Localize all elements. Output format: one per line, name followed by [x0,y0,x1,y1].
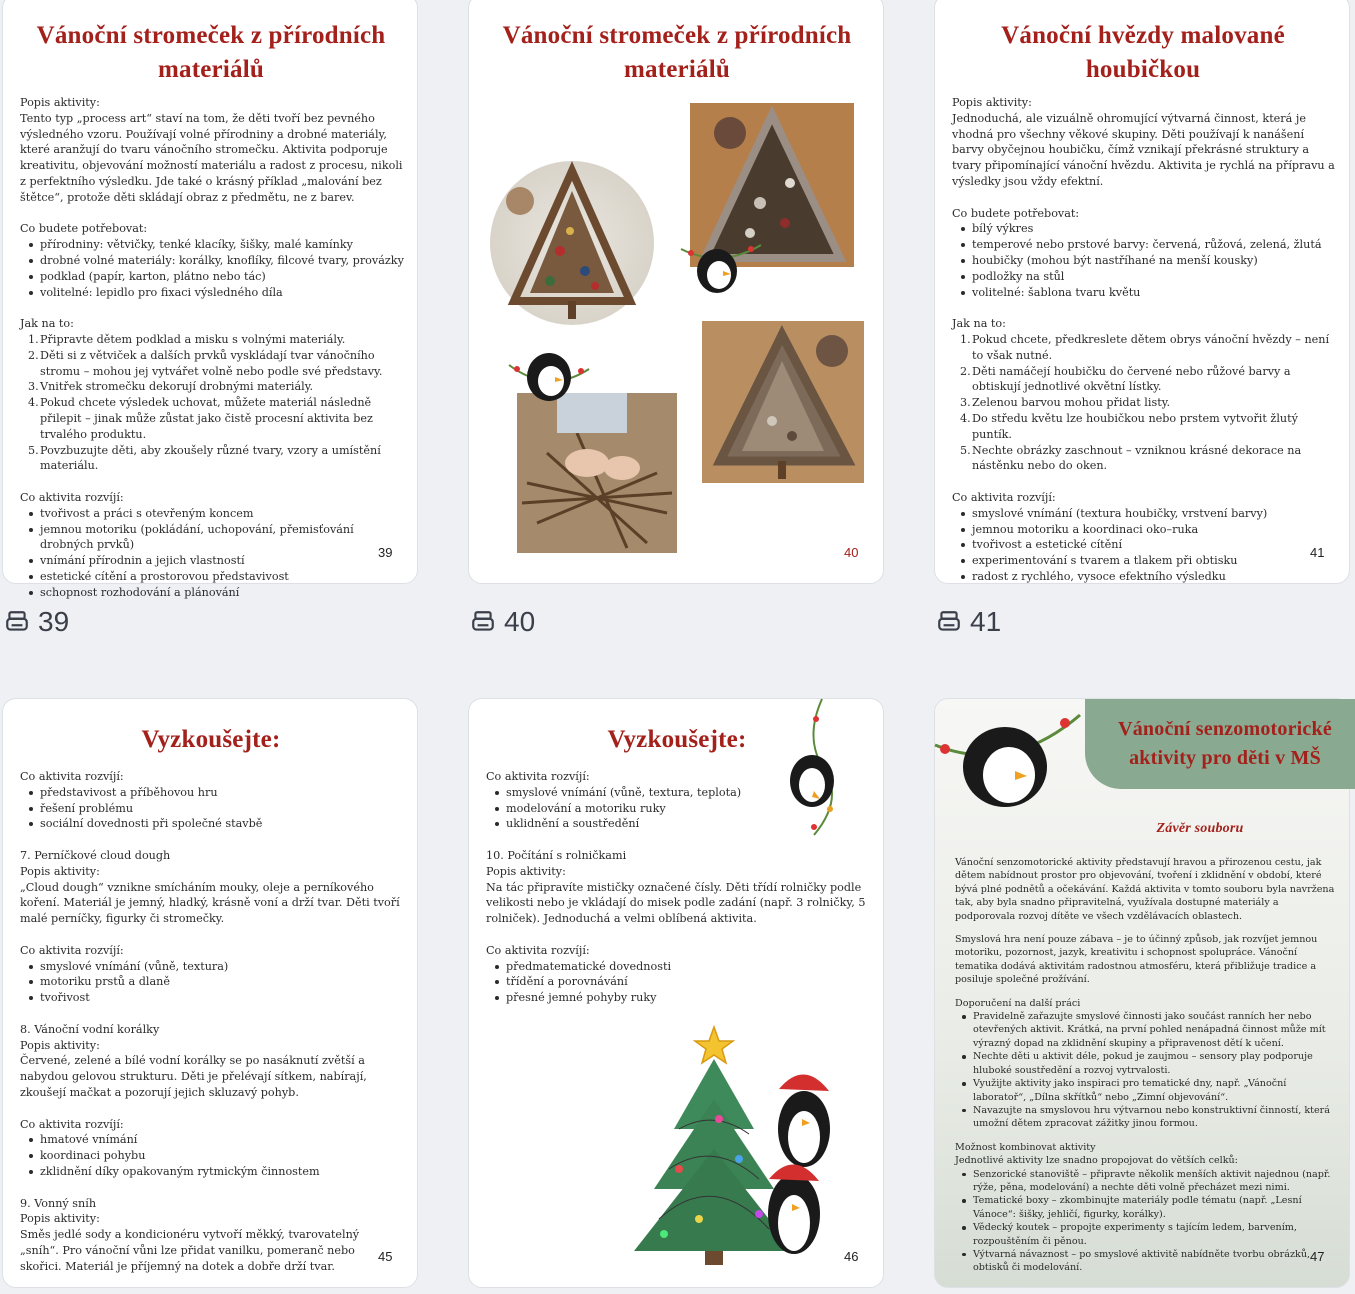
list-item: volitelné: lepidlo pro fixaci výsledného díla [20,285,404,301]
list-item: tvořivost a práci s otevřeným koncem [20,506,404,522]
list-item: 4. Pokud chcete výsledek uchovat, můžete materiál následně přilepit – jinak může zůstat jako čistě procesní aktivita bez trvalého produktu. [28,396,373,441]
list-item: 3. Vnitřek stromečku dekorují drobnými materiály. [28,380,314,394]
list-item: Tematické boxy – zkombinujte materiály podle tématu (např. „Lesní Vánoce“: šišky, jehličí, figurky, korálky). [955,1194,1337,1221]
print-page-39-button[interactable] [4,607,69,637]
penguin-icon [681,235,761,301]
print-page-41-button[interactable] [936,607,1001,637]
print-page-40-button[interactable] [470,607,535,637]
list-item: drobné volné materiály: korálky, knoflíky, filcové tvary, provázky [20,253,404,269]
list-item: 5. Nechte obrázky zaschnout – vzniknou krásné dekorace na nástěnku nebo do oken. [960,443,1302,473]
christmas-tree-illustration [619,1019,869,1267]
list-item: hmatové vnímání [20,1132,404,1148]
list-item: přesné jemné pohyby ruky [486,990,870,1006]
list-item: 5. Povzbuzujte děti, aby zkoušely různé tvary, vzory a umístění materiálu. [28,443,381,473]
list-item: tvořivost a estetické cítění [952,537,1336,553]
list-item: Vědecký koutek – propojte experimenty s tajícím ledem, barvením, rozpouštěním či pěnou. [955,1221,1337,1248]
pager-label: 41 [970,606,1002,637]
list-item: Nechte děti u aktivit déle, pokud je zaujmou – sensory play podporuje hluboké soustředění a rozvoj vytrvalosti. [955,1050,1337,1077]
page-body: Popis aktivity: Tento typ „process art“ staví na tom, že děti tvoří bez pevného výsledného vzoru. Používají volné přírodniny a drobné materiály, které aranžují do tvaru vánočního stromečku. Aktivita podporuje kreativitu, objevování možností materiálu a radost z procesu, nikoli z perfektního výsledku. Jde také o krásný příklad „malování bez štětce“, protože děti skládají obraz z předmětu, ne z barev. Co budete potřebovat: přírodniny: větvičky, tenké klacíky, šišky, malé kamínky drobné volné materiály: korálky, knoflíky, filcové tvary, provázky podklad (papír, karton, plátno nebo tác) volitelné: lepidlo pro fixaci výsledného díla Jak na to: 1. Připravte dětem podklad a misku s volnými materiály. 2. Děti si z větviček a dalších prvků vyskládají tvar vánočního stromu – mohou jej vytvářet volně nebo podle své představy. 3. Vnitřek stromečku dekorují drobnými materiály. 4. Pokud chcete výsledek uchovat, můžete materiál následně přilepit – jinak může zůstat jako čistě procesní aktivita bez trvalého produktu. 5. Povzbuzujte děti, aby zkoušely různé tvary, vzory a umístění materiálu. Co aktivita rozvíjí: tvořivost a práci s otevřeným koncem jemnou motoriku (pokládání, uchopování, přemisťování drobných prvků) vnímání přírodnin a jejich vlastností estetické cítění a prostorovou představivost schopnost rozhodování a plánování [20,96,404,599]
photo-tree-1 [490,161,654,325]
list-item: 1. Pokud chcete, předkreslete dětem obrys vánoční hvězdy – není to však nutné. [960,332,1330,362]
list-item: 3. Zelenou barvou mohou přidat listy. [960,396,1171,410]
list-item: uklidnění a soustředění [486,816,870,832]
list-item: vnímání přírodnin a jejich vlastností [20,553,404,569]
list-item: Senzorické stanoviště – připravte několik menších aktivit najednou (např. rýže, pěna, modelování) a nechte děti volně přecházet mezi nimi. [955,1168,1337,1195]
list-item: Pravidelně zařazujte smyslové činnosti jako součást ranních her nebo otevřených aktivit. Krátká, na první pohled nenápadná činnost může mít výrazný dopad na zklidnění skupiny a připravenost dětí k učení. [955,1010,1337,1050]
list-item: předmatematické dovednosti [486,959,870,975]
page-47[interactable] [934,698,1350,1288]
page-title: Vánoční hvězdy malované houbičkou [1001,22,1285,83]
list-item: 1. Připravte dětem podklad a misku s volnými materiály. [28,332,346,346]
list-item: smyslové vnímání (vůně, textura) [20,959,404,975]
page-body: Vánoční senzomotorické aktivity představují hravou a přirozenou cestu, jak dětem nabídnout prostor pro objevování, tvoření i zklidnění v období, které bývá plné podnětů a očekávání. Každá aktivita v tomto souboru byla navržena tak, aby byla snadno připravitelná, využívala dostupné materiály a podporovala rozvoj dítěte ve všech vzdělávacích oblastech. Smyslová hra není pouze zábava – je to účinný způsob, jak rozvíjet jemnou motoriku, pozornost, jazyk, kreativitu i schopnost spolupráce. Vánoční tematika dodává aktivitám radostnou atmosféru, která přibližuje tradice a posiluje společné prožívání. Doporučení na další práci Pravidelně zařazujte smyslové činnosti jako součást ranních her nebo otevřených aktivit. Krátká, na první pohled nenápadná činnost může mít výrazný dopad na zklidnění skupiny a připravenost dětí k učení. Nechte děti u aktivit déle, pokud je zaujmou – sensory play podporuje hluboké soustředění a rozvoj vytrvalosti. Využijte aktivity jako inspiraci pro tematické dny, např. „Vánoční laboratoř“, „Dílna skřítků“ nebo „Zimní objevování“. Navazujte na smyslovou hru výtvarnou nebo konstruktivní činností, která umožní dětem zpracovat zážitky jinou formou. Možnost kombinovat aktivity Jednotlivé aktivity lze snadno propojovat do větších celků: Senzorické stanoviště – připravte několik menších aktivit najednou (např. rýže, pěna, modelování) a nechte děti volně přecházet mezi nimi. Tematické boxy – zkombinujte materiály podle tématu (např. „Lesní Vánoce“: šišky, jehličí, figurky, korálky). Vědecký koutek – propojte experimenty s tajícím ledem, barvením, rozpouštěním či pěnou. Výtvarná návaznost – po smyslové aktivitě nabídněte tvorbu obrázků, obtisků či modelování. [955,856,1337,1275]
page-number: 39 [378,545,393,560]
list-item: představivost a příběhovou hru [20,785,404,801]
list-item: houbičky (mohou být nastříhané na menší kousky) [952,253,1336,269]
list-item: podklad (papír, karton, plátno nebo tác) [20,269,404,285]
list-item: schopnost rozhodování a plánování [20,585,404,601]
list-item: přírodniny: větvičky, tenké klacíky, šišky, malé kamínky [20,237,404,253]
list-item: tvořivost [20,990,404,1006]
list-item: řešení problému [20,801,404,817]
list-item: temperové nebo prstové barvy: červená, růžová, zelená, žlutá [952,237,1336,253]
list-item: jemnou motoriku a koordinaci oko–ruka [952,522,1336,538]
list-item: smyslové vnímání (textura houbičky, vrstvení barvy) [952,506,1336,522]
photo-kids-hands [517,393,677,553]
penguin-icon [935,705,1085,815]
page-title: Vyzkoušejte: [607,726,747,753]
list-item: bílý výkres [952,221,1336,237]
page-number: 40 [844,545,859,560]
list-item: experimentování s tvarem a tlakem při obtisku [952,553,1336,569]
page-number: 47 [1310,1249,1325,1264]
page-39[interactable] [2,0,418,599]
list-item: Navazujte na smyslovou hru výtvarnou nebo konstruktivní činností, která umožní dětem zpracovat zážitky jinou formou. [955,1104,1337,1131]
list-item: Využijte aktivity jako inspiraci pro tematické dny, např. „Vánoční laboratoř“, „Dílna skřítků“ nebo „Zimní objevování“. [955,1077,1337,1104]
print-icon [936,609,962,635]
page-number: 46 [844,1249,859,1264]
page-body: Co aktivita rozvíjí: smyslové vnímání (vůně, textura, teplota) modelování a motoriku ruky uklidnění a soustředění 10. Počítání s rolničkami Popis aktivity: Na tác připravíte mističky označené čísly. Děti třídí rolničky podle velikosti nebo je vkládají do misek podle zadání (např. 3 rolničky, 5 rolniček). Jednoduchá a velmi oblíbená aktivita. Co aktivita rozvíjí: předmatematické dovednosti třídění a porovnávání přesné jemné pohyby ruky [486,769,870,1006]
list-item: estetické cítění a prostorovou představivost [20,569,404,585]
page-40[interactable] [468,0,884,584]
pager-label: 39 [38,606,70,637]
list-item: zklidnění díky opakovaným rytmickým činnostem [20,1164,404,1180]
page-45[interactable] [2,698,418,1288]
list-item: modelování a motoriku ruky [486,801,870,817]
page-title: Vánoční stromeček z přírodních materiálů [36,22,386,83]
page-46[interactable] [468,698,884,1288]
list-item: radost z rychlého, vysoce efektního výsledku [952,569,1336,585]
page-number: 45 [378,1249,393,1264]
list-item: třídění a porovnávání [486,974,870,990]
print-icon [4,609,30,635]
tree-image [702,321,864,483]
branches-image [517,393,677,553]
list-item: motoriku prstů a dlaně [20,974,404,990]
penguin-icon [509,345,589,415]
list-item: volitelné: šablona tvaru květu [952,285,1336,301]
page-body: Co aktivita rozvíjí: představivost a příběhovou hru řešení problému sociální dovednosti při společné stavbě 7. Perníčkové cloud dough Popis aktivity: „Cloud dough“ vznikne smícháním mouky, oleje a perníkového koření. Materiál je jemný, hladký, krásně voní a drží tvar. Děti tvoří malé perníčky, figurky či stromečky. Co aktivita rozvíjí: smyslové vnímání (vůně, textura) motoriku prstů a dlaně tvořivost 8. Vánoční vodní korálky Popis aktivity: Červené, zelené a bílé vodní korálky se po nasáknutí zvětší a nabydou gelovou strukturu. Děti je přelévají sítkem, nabírají, zkoušejí mačkat a pozorují jejich skluzavý pohyb. Co aktivita rozvíjí: hmatové vnímání koordinaci pohybu zklidnění díky opakovaným rytmickým činnostem 9. Vonný sníh Popis aktivity: Směs jedlé sody a kondicionéru vytvoří měkký, tvarovatelný „sníh“. Pro vánoční vůni lze přidat vanilku, pomeranč nebo skořici. Materiál je příjemný na dotek a dobře drží tvar. [20,769,404,1275]
page-number: 41 [1310,545,1325,560]
tree-image [490,161,654,325]
page-body: Popis aktivity: Jednoduchá, ale vizuálně ohromující výtvarná činnost, která je vhodná pro všechny věkové skupiny. Děti používají k nanášení barvy obyčejnou houbičku, čímž vznikají překrásné struktury a tvary připomínající vánoční hvězdu. Aktivita je rychlá na přípravu a výsledky jsou vždy efektní. Co budete potřebovat: bílý výkres temperové nebo prstové barvy: červená, růžová, zelená, žlutá houbičky (mohou být nastříhané na menší kousky) podložky na stůl volitelné: šablona tvaru květu Jak na to: 1. Pokud chcete, předkreslete dětem obrys vánoční hvězdy – není to však nutné. 2. Děti namáčejí houbičku do červené nebo růžové barvy a obtiskují jednotlivé okvětní lístky. 3. Zelenou barvou mohou přidat listy. 4. Do středu květu lze houbičkou nebo prstem vytvořit žlutý puntík. 5. Nechte obrázky zaschnout – vzniknou krásné dekorace na nástěnku nebo do oken. Co aktivita rozvíjí: smyslové vnímání (textura houbičky, vrstvení barvy) jemnou motoriku a koordinaci oko–ruka tvořivost a estetické cítění experimentování s tvarem a tlakem při obtisku radost z rychlého, vysoce efektního výsledku [952,96,1335,583]
page-title: Vyzkoušejte: [141,726,281,753]
list-item: sociální dovednosti při společné stavbě [20,816,404,832]
list-item: 2. Děti si z větviček a dalších prvků vyskládají tvar vánočního stromu – mohou jej vytvářet volně nebo podle své představy. [28,348,383,378]
page-title: Vánoční stromeček z přírodních materiálů [502,22,852,83]
photo-tree-3 [702,321,864,483]
list-item: koordinaci pohybu [20,1148,404,1164]
list-item: podložky na stůl [952,269,1336,285]
list-item: Výtvarná návaznost – po smyslové aktivitě nabídněte tvorbu obrázků, obtisků či modelování. [955,1248,1337,1275]
section-subtitle: Závěr souboru [1156,821,1244,836]
pager-label: 40 [504,606,536,637]
list-item: jemnou motoriku (pokládání, uchopování, přemisťování drobných prvků) [20,522,404,554]
list-item: 2. Děti namáčejí houbičku do červené nebo růžové barvy a obtiskují jednotlivé okvětní lístky. [960,364,1291,394]
print-icon [470,609,496,635]
list-item: smyslové vnímání (vůně, textura, teplota) [486,785,870,801]
list-item: 4. Do středu květu lze houbičkou nebo prstem vytvořit žlutý puntík. [960,411,1298,441]
page-41[interactable] [934,0,1350,584]
page-title: Vánoční senzomotorické aktivity pro děti v MŠ [1118,718,1332,769]
